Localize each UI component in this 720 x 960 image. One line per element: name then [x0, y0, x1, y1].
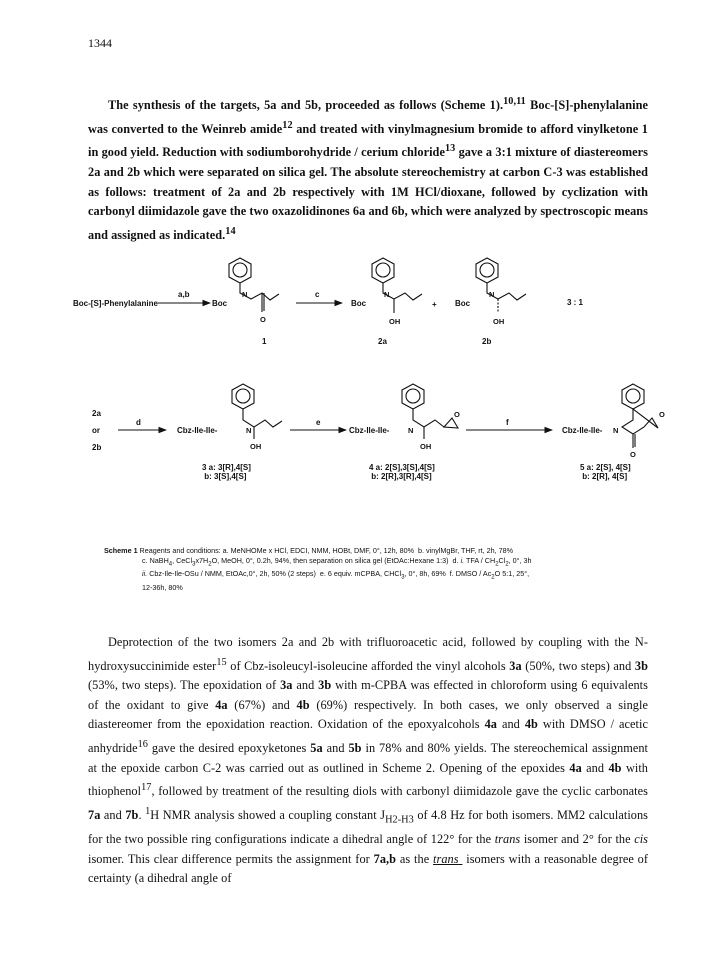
- svg-text:2a: 2a: [92, 409, 101, 418]
- arrow-ab-label: a,b: [178, 290, 190, 299]
- svg-text:N: N: [489, 290, 495, 299]
- svg-text:OH: OH: [493, 317, 505, 326]
- svg-text:2b: 2b: [92, 443, 102, 452]
- svg-text:N: N: [246, 426, 252, 435]
- intro-paragraph: The synthesis of the targets, 5a and 5b, proceeded as follows (Scheme 1).$^{10,11}$ Boc-[S]-phenylalanine was converted to the Weinreb amide$^{12}$ and treated with vinylmagnesium bromide to afford vinylketone 1 in good yield. Reduction with sodiumborohydride / cerium chloride$^{13}$ gave a 3:1 mixture of diastereomers 2a and 2b which were separated on silica gel. The absolute stereochemistry at carbon C-3 was established as follows: treatment of 2a and 2b respectively with 1M HCl/dioxane, followed by cyclization with carbonyl diimidazole gave the two oxazolidinones 6a and 6b, which were analyzed by spectroscopic means and assigned as indicated.$^{14}$: [88, 96, 648, 242]
- svg-text:OH: OH: [420, 442, 432, 451]
- svg-text:OH: OH: [250, 442, 262, 451]
- compound-4-labels: 4 a: 2[S],3[S],4[S] b: 2[R],3[R],4[S]: [369, 463, 435, 481]
- svg-text:N: N: [613, 426, 619, 435]
- svg-text:Cbz-Ile-Ile-: Cbz-Ile-Ile-: [562, 426, 603, 435]
- start-material-label: Boc-[S]-Phenylalanine: [73, 299, 158, 308]
- phenyl-ring-2a: [372, 258, 394, 283]
- scheme-caption: Scheme 1 Reagents and conditions: a. MeNHOMe x HCl, EDCI, NMM, HOBt, DMF, 0°, 12h, 80% b. vinylMgBr, THF, rt, 2h, 78% c. NaBH$_4$, $CeCl_3x7H_2O$, MeOH, 0°, 0.2h, 94%, then separation on silica gel (EtOAc:Hexane 1:3) d. i. TFA / $CH_2Cl_2$, 0°, 3h ii. Cbz-Ile-Ile-OSu / NMM, EtOAc,0°, 2h, 50% (2 steps) e. 6 equiv. mCPBA, CHCl$_3$, 0°, 8h, 69% f. DMSO / $Ac_2O$ 5:1, 25°, 12-36h, 80%: [104, 546, 532, 592]
- phenyl-ring-5: [622, 384, 644, 409]
- arrow-d-label: d: [136, 418, 141, 427]
- svg-text:O: O: [454, 410, 460, 419]
- page-number: 1344: [88, 36, 112, 50]
- svg-text:O: O: [260, 315, 266, 324]
- svg-text:N: N: [408, 426, 414, 435]
- svg-text:or: or: [92, 426, 100, 435]
- ratio-label: 3 : 1: [567, 298, 584, 307]
- phenyl-ring-3: [232, 384, 254, 409]
- svg-text:O: O: [630, 450, 636, 459]
- arrow-c-label: c: [315, 290, 320, 299]
- compound-5-labels: 5 a: 2[S], 4[S] b: 2[R], 4[S]: [580, 463, 631, 481]
- svg-text:OH: OH: [389, 317, 401, 326]
- svg-text:O: O: [659, 410, 665, 419]
- svg-text:Cbz-Ile-Ile-: Cbz-Ile-Ile-: [177, 426, 218, 435]
- phenyl-ring-4: [402, 384, 424, 409]
- results-paragraph: Deprotection of the two isomers 2a and 2b with trifluoroacetic acid, followed by coupling with the N-hydroxysuccinimide ester$^{15}$ of Cbz-isoleucyl-isoleucine afforded the vinyl alcohols 3a (50%, two steps) and 3b (53%, two steps). The epoxidation of 3a and 3b with m-CPBA was effected in chloroform using 6 equivalents of the oxidant to give 4a (67%) and 4b (69%) respectively. In both cases, we only observed a single diastereomer from the epoxidation reaction. Oxidation of the epoxyalcohols 4a and 4b with DMSO / acetic anhydride$^{16}$ gave the desired epoxyketones 5a and 5b in 78% and 80% yields. The stereochemical assignment at the epoxide carbon C-2 was carried out as outlined in Scheme 2. Opening of the epoxides 4a and 4b with thiophenol$^{17}$, followed by treatment of the resulting diols with carbonyl diimidazole gave the cyclic carbonates 7a and 7b. $^1$H NMR analysis showed a coupling constant $J_{H2-H3}$ of 4.8 Hz for both isomers. MM2 calculations for the two possible ring configurations indicate a dihedral angle of 122° for the trans isomer and 2° for the cis isomer. This clear difference permits the assignment for 7a,b as the trans isomers with a reasonable degree of certainty (a dihedral angle of: [88, 635, 649, 886]
- svg-text:N: N: [242, 290, 248, 299]
- plus-sign: +: [432, 300, 437, 309]
- compound-3-labels: 3 a: 3[R],4[S] b: 3[S],4[S]: [202, 463, 251, 481]
- phenyl-ring-1: [229, 258, 251, 283]
- phenyl-ring-2b: [476, 258, 498, 283]
- arrow-f-label: f: [506, 418, 509, 427]
- svg-text:N: N: [384, 290, 390, 299]
- svg-text:Boc: Boc: [212, 299, 228, 308]
- compound-2b-label: 2b: [482, 337, 492, 346]
- svg-text:Boc: Boc: [455, 299, 471, 308]
- compound-2a-label: 2a: [378, 337, 387, 346]
- svg-text:Boc: Boc: [351, 299, 367, 308]
- arrow-e-label: e: [316, 418, 321, 427]
- svg-text:Cbz-Ile-Ile-: Cbz-Ile-Ile-: [349, 426, 390, 435]
- compound-1-label: 1: [262, 337, 267, 346]
